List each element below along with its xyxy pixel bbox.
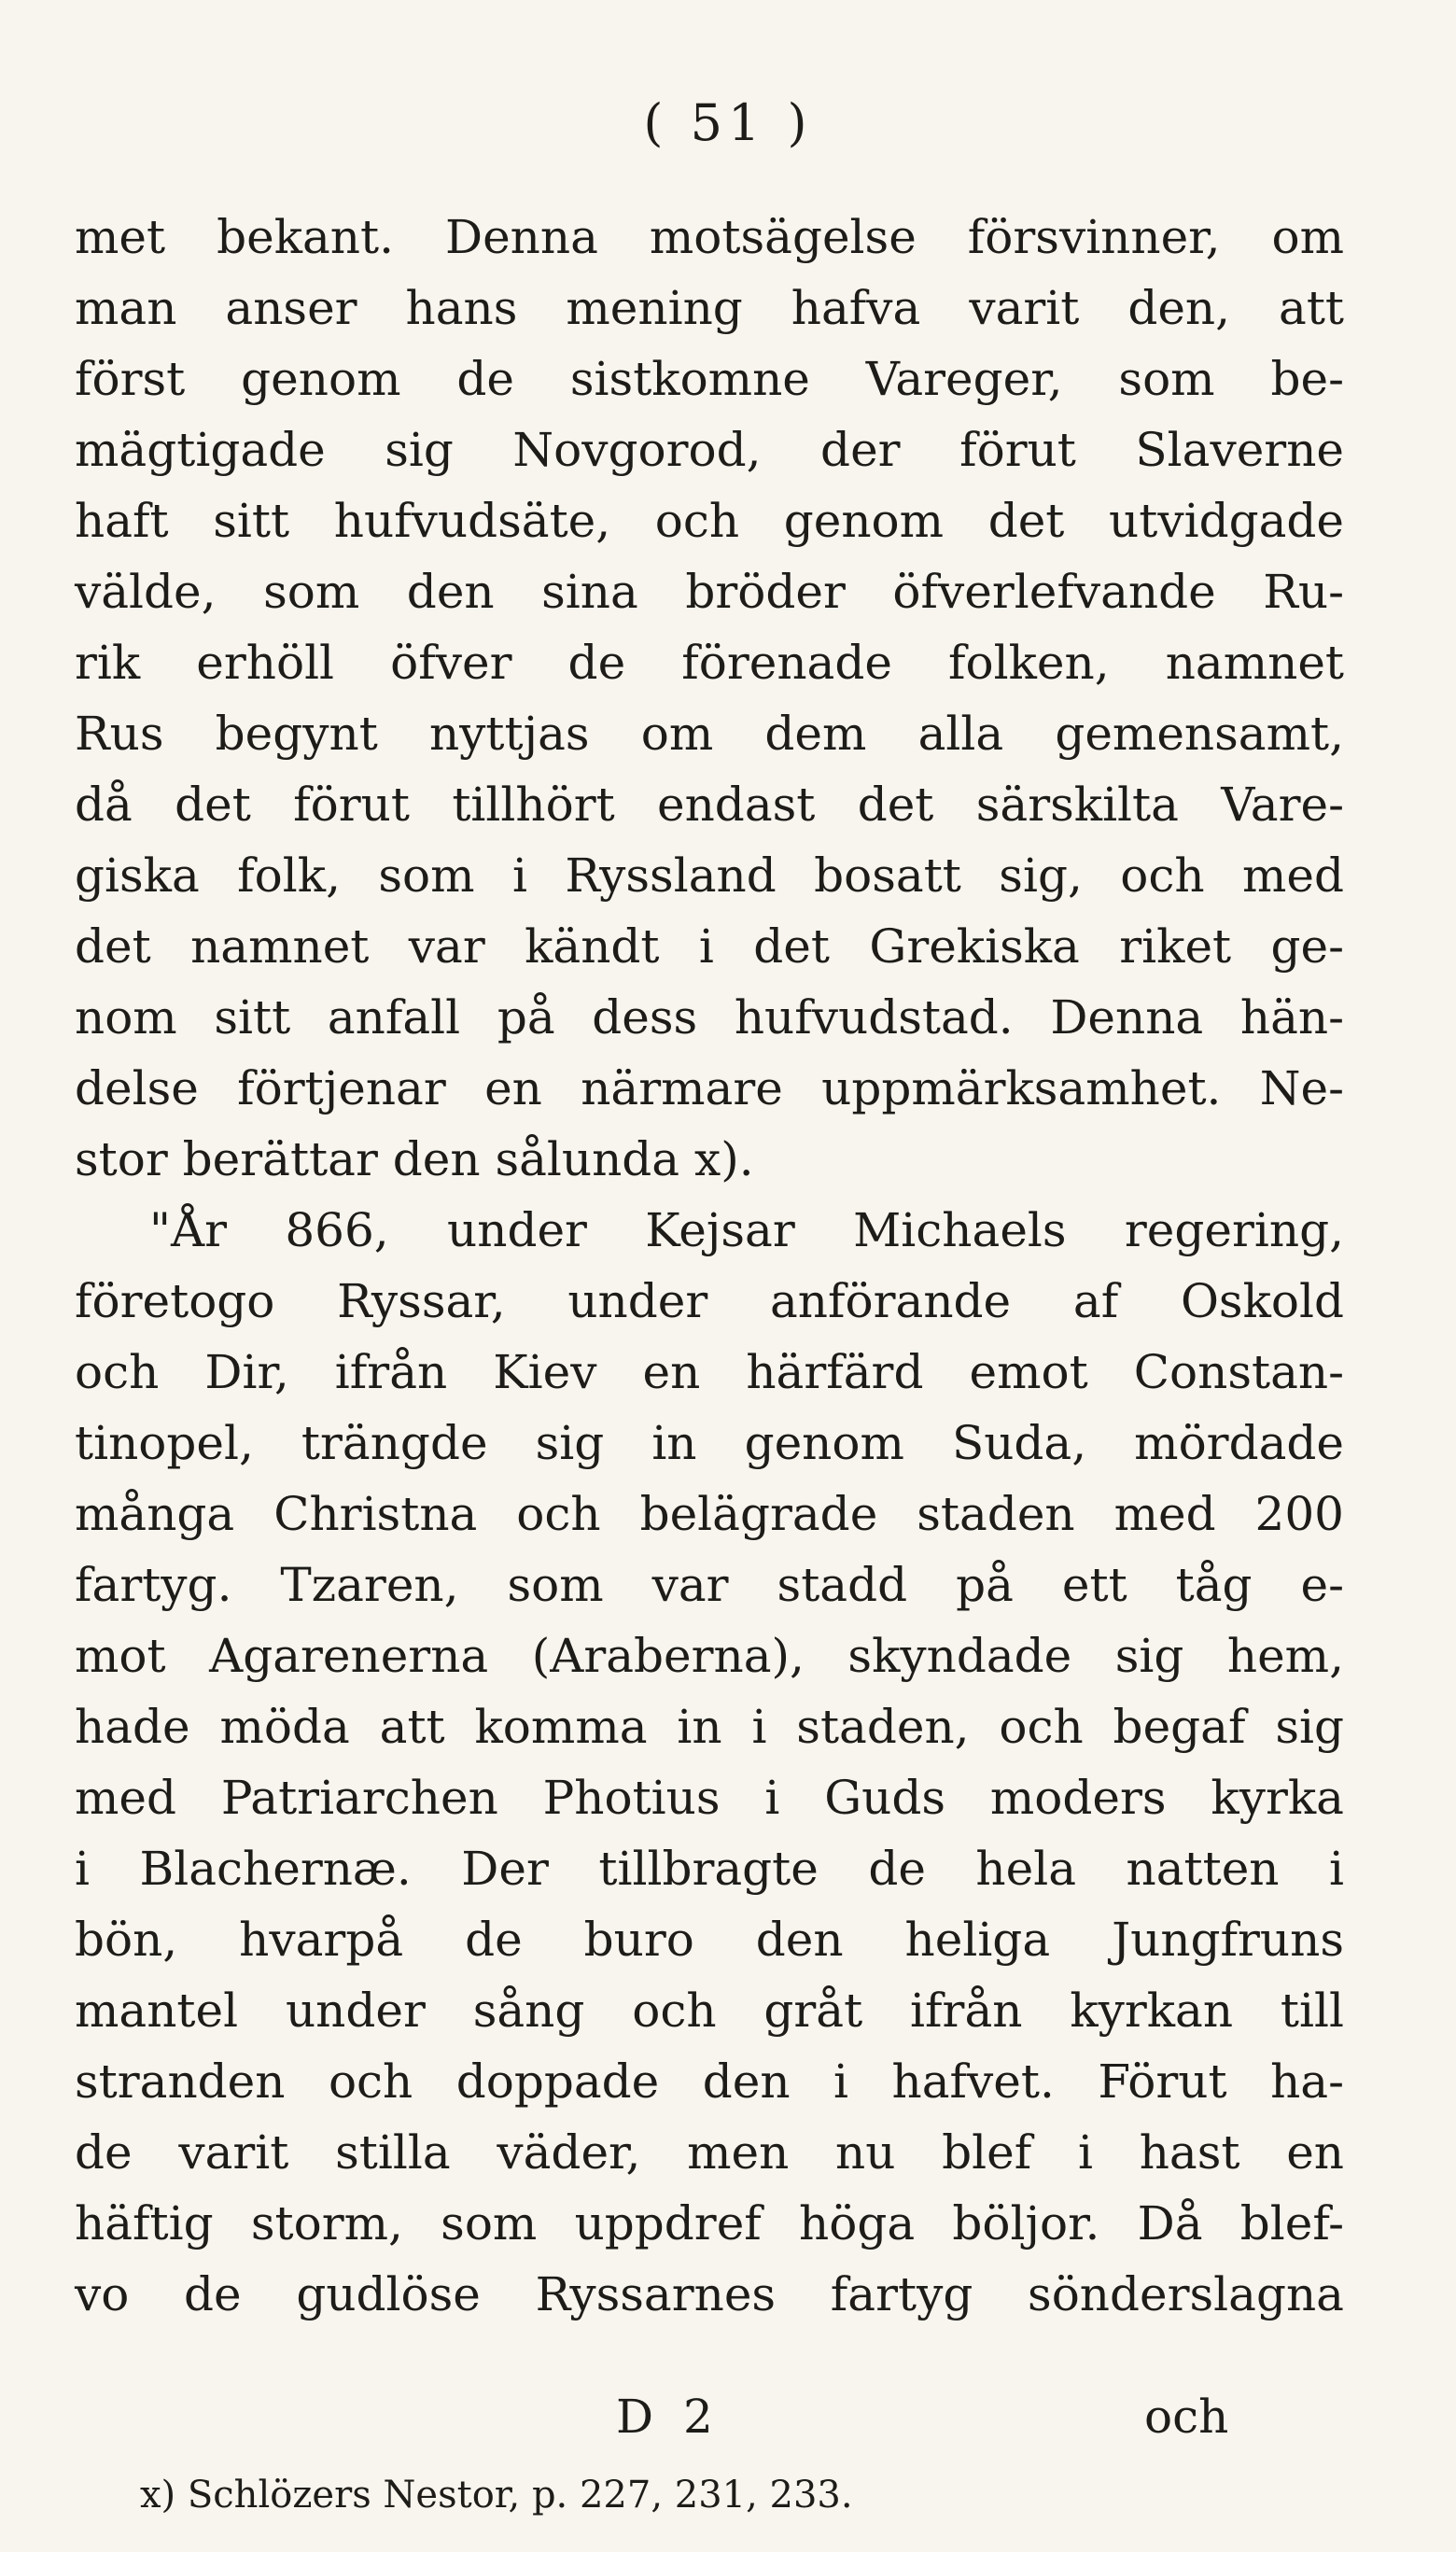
text-line: delse förtjenar en närmare uppmärksamhet. Ne- <box>75 1061 1344 1115</box>
footnote: x) Schlözers Nestor, p. 227, 231, 233. <box>140 2474 853 2517</box>
text-line: man anser hans mening hafva varit den, att <box>75 281 1344 335</box>
text-line: haft sitt hufvudsäte, och genom det utvidgade <box>75 494 1344 548</box>
text-line: met bekant. Denna motsägelse försvinner, om <box>75 210 1344 264</box>
text-line: bön, hvarpå de buro den heliga Jungfruns <box>75 1913 1344 1967</box>
text-line: i Blachernæ. Der tillbragte de hela natten i <box>75 1842 1344 1896</box>
catchword: och <box>1144 2390 1229 2444</box>
text-line: mägtigade sig Novgorod, der förut Slaverne <box>75 423 1344 477</box>
text-line: och Dir, ifrån Kiev en härfärd emot Constan- <box>75 1345 1344 1399</box>
text-line: många Christna och belägrade staden med 200 <box>75 1487 1344 1541</box>
page-number: ( 51 ) <box>643 93 813 152</box>
text-line: giska folk, som i Ryssland bosatt sig, och med <box>75 848 1344 903</box>
signature-mark: D 2 <box>616 2390 721 2444</box>
text-line: hade möda att komma in i staden, och begaf sig <box>75 1700 1344 1754</box>
text-line: mantel under sång och gråt ifrån kyrkan till <box>75 1984 1344 2038</box>
text-line: då det förut tillhört endast det särskilta Vare- <box>75 778 1344 832</box>
text-line: mot Agarenerna (Araberna), skyndade sig hem, <box>75 1629 1344 1683</box>
text-line: Rus begynt nyttjas om dem alla gemensamt, <box>75 707 1344 761</box>
text-line: fartyg. Tzaren, som var stadd på ett tåg e- <box>75 1558 1344 1612</box>
text-line: de varit stilla väder, men nu blef i hast en <box>75 2125 1344 2180</box>
text-line: häftig storm, som uppdref höga böljor. Då blef- <box>75 2196 1344 2251</box>
text-line: med Patriarchen Photius i Guds moders kyrka <box>75 1771 1344 1825</box>
text-line: företogo Ryssar, under anförande af Oskold <box>75 1274 1344 1328</box>
text-line: rik erhöll öfver de förenade folken, namnet <box>75 636 1344 690</box>
text-line: vo de gudlöse Ryssarnes fartyg sönderslagna <box>75 2267 1344 2321</box>
text-line: det namnet var kändt i det Grekiska riket ge- <box>75 919 1344 974</box>
text-line: stor berättar den sålunda x). <box>75 1132 754 1186</box>
text-line: först genom de sistkomne Vareger, som be- <box>75 352 1344 406</box>
text-line: nom sitt anfall på dess hufvudstad. Denna hän- <box>75 990 1344 1045</box>
text-line: välde, som den sina bröder öfverlefvande Ru- <box>75 565 1344 619</box>
text-line: stranden och doppade den i hafvet. Förut ha- <box>75 2054 1344 2109</box>
text-line: tinopel, trängde sig in genom Suda, mördade <box>75 1416 1344 1470</box>
text-line: "År 866, under Kejsar Michaels regering, <box>149 1203 1344 1257</box>
